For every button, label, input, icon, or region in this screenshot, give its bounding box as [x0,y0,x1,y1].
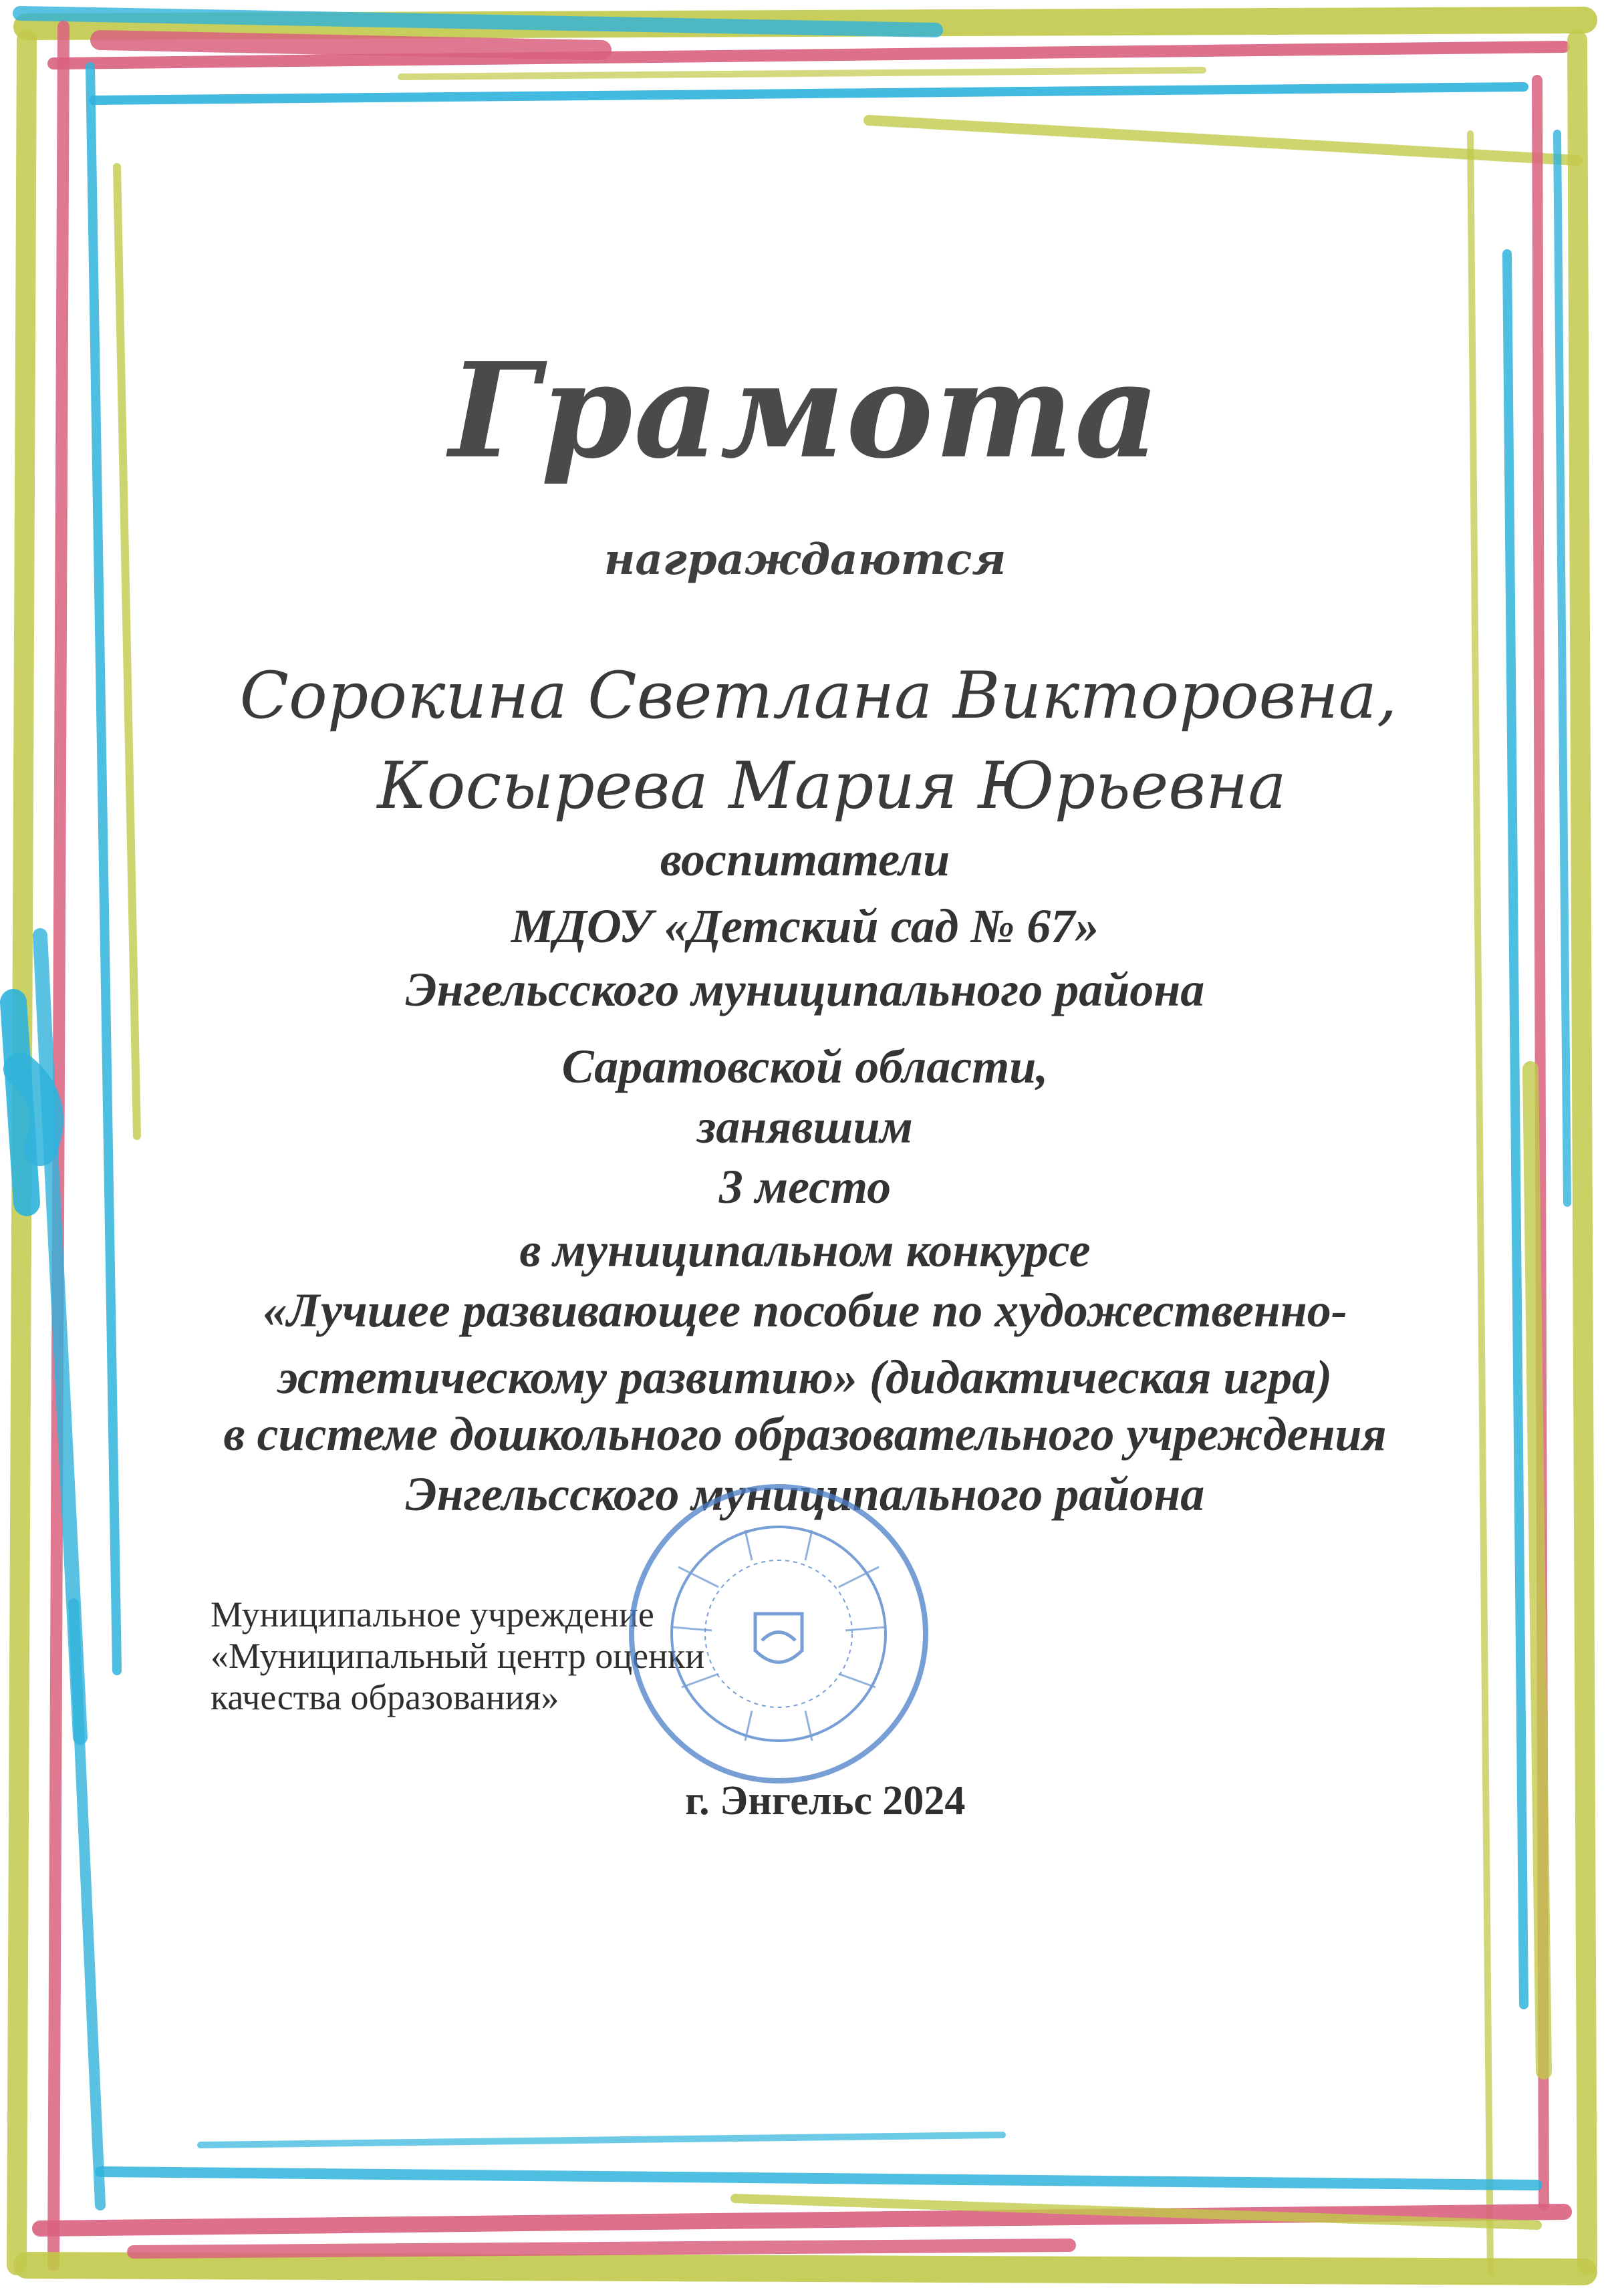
awarded-label: награждаются [603,535,1007,585]
district-line-2: Энгельсского муниципального района [405,1467,1205,1521]
contest-name-line-1: «Лучшее развивающее пособие по художественно- [263,1284,1347,1337]
district-line: Энгельсского муниципального района [405,963,1205,1016]
placed-line: занявшим [697,1100,913,1153]
official-seal [625,1480,932,1787]
institution-line: МДОУ «Детский сад № 67» [511,899,1099,953]
contest-line: в муниципальном конкурсе [519,1224,1091,1277]
issuer-line-2: «Муниципальный центр оценки [211,1636,705,1676]
city-year: г. Энгельс 2024 [685,1778,966,1824]
issuer-line-1: Муниципальное учреждение [211,1594,654,1634]
contest-name-line-2: эстетическому развитию» (дидактическая игра) [277,1350,1333,1404]
issuer-line-3: качества образования» [211,1677,559,1717]
recipient-name-2: Косырева Мария Юрьевна [377,748,1287,823]
system-line: в системе дошкольного образовательного учреждения [223,1407,1387,1461]
place-line: 3 место [718,1160,892,1213]
frame-top [20,13,1584,160]
role-line: воспитатели [660,833,950,886]
recipient-name-1: Сорокина Светлана Викторовна, [239,658,1397,733]
certificate-title: Грамота [449,334,1161,488]
region-line: Саратовской области, [561,1040,1049,1093]
frame-bottom [27,2135,1584,2272]
